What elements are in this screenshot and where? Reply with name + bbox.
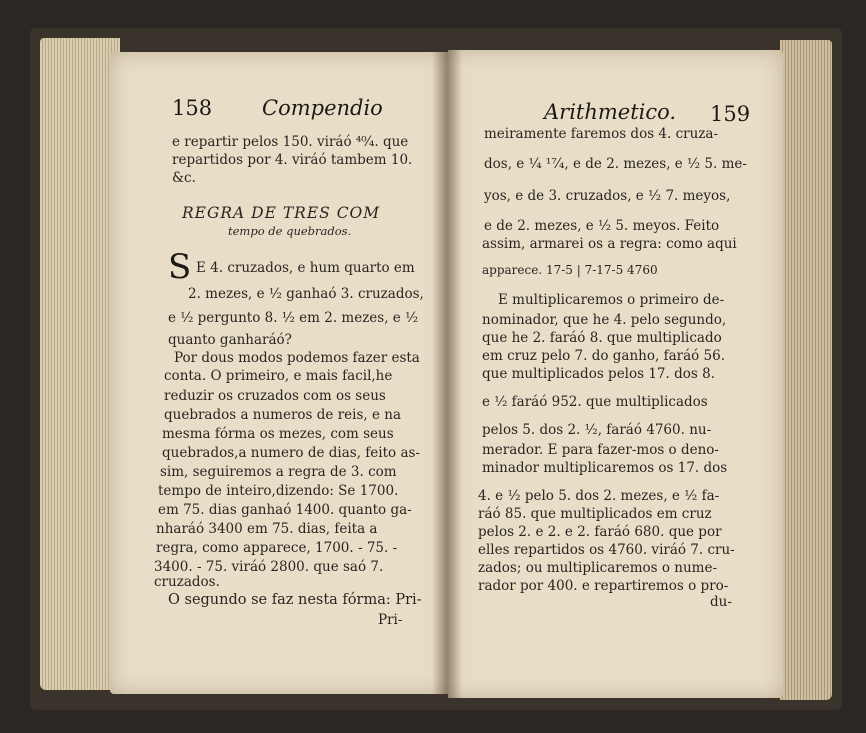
- text-line: O segundo se faz nesta fórma: Pri-: [168, 592, 422, 608]
- right-page-edges: [780, 40, 832, 700]
- text-line: apparece. 17-5 | 7-17-5 4760: [482, 263, 658, 277]
- running-head-right: Arithmetico.: [544, 100, 677, 124]
- text-line: ráó 85. que multiplicados em cruz: [478, 506, 712, 522]
- text-line: pelos 5. dos 2. ¹⁄₂, faráó 4760. nu-: [482, 422, 712, 438]
- text-line: nominador, que he 4. pelo segundo,: [482, 312, 727, 328]
- text-line: meiramente faremos dos 4. cruza-: [484, 126, 719, 142]
- section-subheading: tempo de quebrados.: [228, 224, 352, 238]
- text-line: merador. E para fazer-mos o deno-: [482, 442, 719, 458]
- text-line: 4. e ¹⁄₂ pelo 5. dos 2. mezes, e ¹⁄₂ fa-: [478, 488, 720, 504]
- catchword-left: Pri-: [378, 612, 403, 628]
- text-line: reduzir os cruzados com os seus: [164, 388, 386, 404]
- text-line: e ¹⁄₂ faráó 952. que multiplicados: [482, 394, 708, 410]
- text-line: que he 2. faráó 8. que multiplicado: [482, 330, 722, 346]
- text-line: sim, seguiremos a regra de 3. com: [160, 464, 397, 480]
- book-gutter: [432, 50, 462, 698]
- text-line: pelos 2. e 2. e 2. faráó 680. que por: [478, 524, 722, 540]
- text-line: zados; ou multiplicaremos o nume-: [478, 560, 718, 576]
- text-line: yos, e de 3. cruzados, e ¹⁄₂ 7. meyos,: [484, 188, 731, 204]
- text-line: Por dous modos podemos fazer esta: [174, 350, 420, 366]
- text-line: E multiplicaremos o primeiro de-: [498, 292, 725, 308]
- text-line: minador multiplicaremos os 17. dos: [482, 460, 728, 476]
- text-line: quanto ganharáó?: [168, 332, 292, 348]
- text-line: nharáó 3400 em 75. dias, feita a: [156, 521, 378, 537]
- text-line: rador por 400. e repartiremos o pro-: [478, 578, 729, 594]
- text-line: que multiplicados pelos 17. dos 8.: [482, 366, 715, 382]
- text-line: mesma fórma os mezes, com seus: [162, 426, 394, 442]
- text-line: e ¹⁄₂ pergunto 8. ¹⁄₂ em 2. mezes, e ¹⁄₂: [168, 310, 419, 326]
- text-line: em 75. dias ganhaó 1400. quanto ga-: [158, 502, 412, 518]
- page-number-right: 159: [710, 102, 751, 126]
- drop-cap: S: [168, 247, 192, 287]
- text-line: dos, e ¹⁄₄ ¹⁷⁄₄, e de 2. mezes, e ¹⁄₂ 5. me-: [484, 156, 747, 172]
- running-head-left: Compendio: [262, 96, 383, 120]
- left-page-edges: [40, 38, 120, 690]
- text-line: e de 2. mezes, e ¹⁄₂ 5. meyos. Feito: [484, 218, 720, 234]
- text-line: conta. O primeiro, e mais facil,he: [164, 368, 393, 384]
- text-line: 3400. - 75. viráó 2800. que saó 7.: [154, 559, 384, 575]
- left-page: [110, 52, 448, 694]
- section-heading: REGRA DE TRES COM: [182, 204, 381, 222]
- text-line: cruzados.: [154, 574, 220, 590]
- text-line: tempo de inteiro,dizendo: Se 1700.: [158, 483, 399, 499]
- text-line: E 4. cruzados, e hum quarto em: [196, 260, 415, 276]
- text-line: &c.: [172, 170, 196, 186]
- text-line: repartidos por 4. viráó tambem 10.: [172, 152, 413, 168]
- right-page: [448, 50, 783, 698]
- text-line: regra, como apparece, 1700. - 75. -: [156, 540, 398, 556]
- text-line: em cruz pelo 7. do ganho, faráó 56.: [482, 348, 726, 364]
- text-line: 2. mezes, e ¹⁄₂ ganhaó 3. cruzados,: [188, 286, 424, 302]
- text-line: e repartir pelos 150. viráó ⁴⁰⁄₄. que: [172, 134, 409, 150]
- text-line: elles repartidos os 4760. viráó 7. cru-: [478, 542, 735, 558]
- text-line: quebrados a numeros de reis, e na: [164, 407, 401, 423]
- catchword-right: du-: [710, 594, 732, 610]
- text-line: quebrados,a numero de dias, feito as-: [162, 445, 420, 461]
- page-number-left: 158: [172, 96, 213, 120]
- text-line: assim, armarei os a regra: como aqui: [482, 236, 737, 252]
